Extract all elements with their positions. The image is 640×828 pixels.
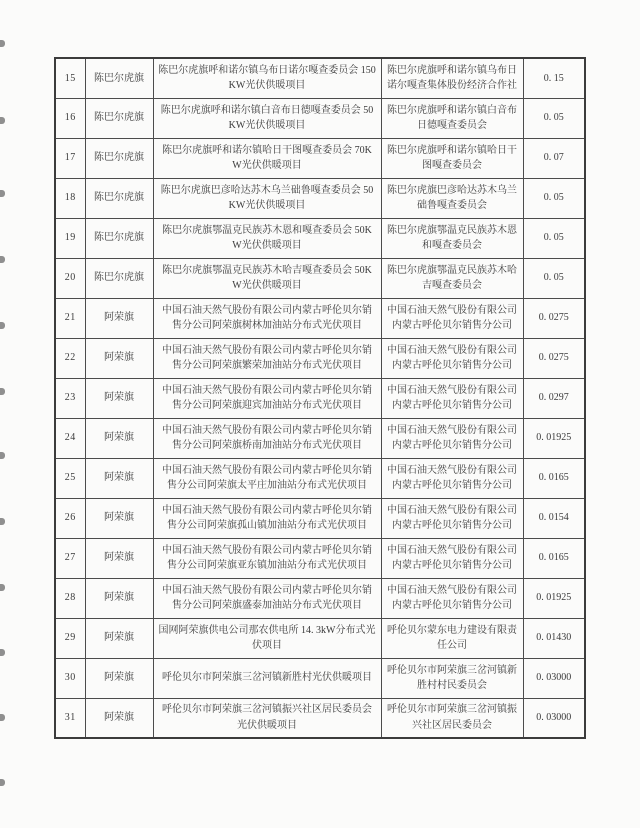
company-name-cell: 中国石油天然气股份有限公司内蒙古呼伦贝尔销售分公司 (381, 338, 523, 378)
scan-smudge (0, 40, 5, 47)
value-cell: 0. 05 (523, 258, 585, 298)
row-number-cell: 27 (55, 538, 85, 578)
company-name-cell: 呼伦贝尔市阿荣旗三岔河镇新胜村村民委员会 (381, 658, 523, 698)
table-row (55, 658, 585, 698)
project-name-cell: 呼伦贝尔市阿荣旗三岔河镇振兴社区居民委员会光伏供暖项目 (153, 698, 381, 738)
project-name-cell: 中国石油天然气股份有限公司内蒙古呼伦贝尔销售分公司阿荣旗盛泰加油站分布式光伏项目 (153, 578, 381, 618)
value-cell: 0. 05 (523, 178, 585, 218)
company-name-cell: 陈巴尔虎旗呼和诺尔镇哈日干图嘎查委员会 (381, 138, 523, 178)
project-name-cell: 呼伦贝尔市阿荣旗三岔河镇新胜村光伏供暖项目 (153, 658, 381, 698)
banner-cell: 阿荣旗 (85, 618, 153, 658)
scan-smudge (0, 117, 5, 124)
table-row (55, 418, 585, 458)
table-row (55, 58, 585, 98)
scan-smudge (0, 322, 5, 329)
project-name-cell: 中国石油天然气股份有限公司内蒙古呼伦贝尔销售分公司阿荣旗迎宾加油站分布式光伏项目 (153, 378, 381, 418)
company-name-cell: 中国石油天然气股份有限公司内蒙古呼伦贝尔销售分公司 (381, 578, 523, 618)
banner-cell: 陈巴尔虎旗 (85, 98, 153, 138)
company-name-cell: 陈巴尔虎旗呼和诺尔镇乌布日诺尔嘎查集体股份经济合作社 (381, 58, 523, 98)
scan-smudge (0, 714, 5, 721)
project-table (54, 57, 586, 739)
scan-smudge (0, 649, 5, 656)
row-number-cell: 26 (55, 498, 85, 538)
row-number-cell: 28 (55, 578, 85, 618)
project-name-cell: 陈巴尔虎旗鄂温克民族苏木恩和嘎查委员会 50KW光伏供暖项目 (153, 218, 381, 258)
table-row (55, 258, 585, 298)
value-cell: 0. 0165 (523, 538, 585, 578)
scan-smudge (0, 452, 5, 459)
row-number-cell: 31 (55, 698, 85, 738)
scan-smudge (0, 388, 5, 395)
value-cell: 0. 15 (523, 58, 585, 98)
table-row (55, 298, 585, 338)
table-row (55, 218, 585, 258)
company-name-cell: 中国石油天然气股份有限公司内蒙古呼伦贝尔销售分公司 (381, 458, 523, 498)
table-row (55, 578, 585, 618)
row-number-cell: 19 (55, 218, 85, 258)
project-name-cell: 陈巴尔虎旗鄂温克民族苏木哈吉嘎查委员会 50KW光伏供暖项目 (153, 258, 381, 298)
value-cell: 0. 03000 (523, 698, 585, 738)
banner-cell: 阿荣旗 (85, 578, 153, 618)
row-number-cell: 15 (55, 58, 85, 98)
table-row (55, 458, 585, 498)
banner-cell: 阿荣旗 (85, 698, 153, 738)
company-name-cell: 中国石油天然气股份有限公司内蒙古呼伦贝尔销售分公司 (381, 418, 523, 458)
scan-smudge (0, 256, 5, 263)
banner-cell: 陈巴尔虎旗 (85, 138, 153, 178)
project-name-cell: 中国石油天然气股份有限公司内蒙古呼伦贝尔销售分公司阿荣旗桥南加油站分布式光伏项目 (153, 418, 381, 458)
banner-cell: 陈巴尔虎旗 (85, 178, 153, 218)
company-name-cell: 陈巴尔虎旗呼和诺尔镇白音布日德嘎查委员会 (381, 98, 523, 138)
scan-smudge (0, 518, 5, 525)
row-number-cell: 17 (55, 138, 85, 178)
table-body (55, 58, 585, 738)
banner-cell: 阿荣旗 (85, 418, 153, 458)
banner-cell: 陈巴尔虎旗 (85, 258, 153, 298)
row-number-cell: 30 (55, 658, 85, 698)
value-cell: 0. 03000 (523, 658, 585, 698)
value-cell: 0. 01430 (523, 618, 585, 658)
company-name-cell: 中国石油天然气股份有限公司内蒙古呼伦贝尔销售分公司 (381, 538, 523, 578)
project-name-cell: 中国石油天然气股份有限公司内蒙古呼伦贝尔销售分公司阿荣旗太平庄加油站分布式光伏项目 (153, 458, 381, 498)
table-row (55, 338, 585, 378)
project-name-cell: 陈巴尔虎旗呼和诺尔镇乌布日诺尔嘎查委员会 150KW光伏供暖项目 (153, 58, 381, 98)
value-cell: 0. 0275 (523, 338, 585, 378)
row-number-cell: 24 (55, 418, 85, 458)
row-number-cell: 16 (55, 98, 85, 138)
banner-cell: 阿荣旗 (85, 458, 153, 498)
scan-smudge (0, 584, 5, 591)
table-row (55, 178, 585, 218)
value-cell: 0. 0165 (523, 458, 585, 498)
scan-smudge (0, 190, 5, 197)
company-name-cell: 中国石油天然气股份有限公司内蒙古呼伦贝尔销售分公司 (381, 378, 523, 418)
project-name-cell: 陈巴尔虎旗巴彦哈达苏木乌兰础鲁嘎查委员会 50KW光伏供暖项目 (153, 178, 381, 218)
table-row (55, 378, 585, 418)
banner-cell: 陈巴尔虎旗 (85, 58, 153, 98)
banner-cell: 阿荣旗 (85, 498, 153, 538)
value-cell: 0. 05 (523, 218, 585, 258)
row-number-cell: 18 (55, 178, 85, 218)
row-number-cell: 23 (55, 378, 85, 418)
row-number-cell: 22 (55, 338, 85, 378)
table-row (55, 138, 585, 178)
table-row (55, 498, 585, 538)
company-name-cell: 中国石油天然气股份有限公司内蒙古呼伦贝尔销售分公司 (381, 298, 523, 338)
value-cell: 0. 0275 (523, 298, 585, 338)
table-row (55, 98, 585, 138)
table-row (55, 698, 585, 738)
row-number-cell: 25 (55, 458, 85, 498)
value-cell: 0. 0154 (523, 498, 585, 538)
value-cell: 0. 0297 (523, 378, 585, 418)
table-row (55, 618, 585, 658)
project-name-cell: 中国石油天然气股份有限公司内蒙古呼伦贝尔销售分公司阿荣旗孤山镇加油站分布式光伏项目 (153, 498, 381, 538)
banner-cell: 阿荣旗 (85, 298, 153, 338)
project-name-cell: 国网阿荣旗供电公司那农供电所 14. 3kW分布式光伏项目 (153, 618, 381, 658)
project-name-cell: 陈巴尔虎旗呼和诺尔镇白音布日德嘎查委员会 50KW光伏供暖项目 (153, 98, 381, 138)
value-cell: 0. 01925 (523, 578, 585, 618)
company-name-cell: 陈巴尔虎旗巴彦哈达苏木乌兰础鲁嘎查委员会 (381, 178, 523, 218)
banner-cell: 阿荣旗 (85, 538, 153, 578)
banner-cell: 陈巴尔虎旗 (85, 218, 153, 258)
project-name-cell: 中国石油天然气股份有限公司内蒙古呼伦贝尔销售分公司阿荣旗树林加油站分布式光伏项目 (153, 298, 381, 338)
value-cell: 0. 05 (523, 98, 585, 138)
banner-cell: 阿荣旗 (85, 338, 153, 378)
value-cell: 0. 01925 (523, 418, 585, 458)
table-row (55, 538, 585, 578)
project-name-cell: 中国石油天然气股份有限公司内蒙古呼伦贝尔销售分公司阿荣旗繁荣加油站分布式光伏项目 (153, 338, 381, 378)
value-cell: 0. 07 (523, 138, 585, 178)
company-name-cell: 呼伦贝尔市阿荣旗三岔河镇振兴社区居民委员会 (381, 698, 523, 738)
project-name-cell: 中国石油天然气股份有限公司内蒙古呼伦贝尔销售分公司阿荣旗亚东镇加油站分布式光伏项目 (153, 538, 381, 578)
company-name-cell: 呼伦贝尔蒙东电力建设有限责任公司 (381, 618, 523, 658)
company-name-cell: 陈巴尔虎旗鄂温克民族苏木哈吉嘎查委员会 (381, 258, 523, 298)
project-name-cell: 陈巴尔虎旗呼和诺尔镇哈日干图嘎查委员会 70KW光伏供暖项目 (153, 138, 381, 178)
banner-cell: 阿荣旗 (85, 378, 153, 418)
banner-cell: 阿荣旗 (85, 658, 153, 698)
row-number-cell: 29 (55, 618, 85, 658)
company-name-cell: 中国石油天然气股份有限公司内蒙古呼伦贝尔销售分公司 (381, 498, 523, 538)
row-number-cell: 20 (55, 258, 85, 298)
scan-smudge (0, 779, 5, 786)
row-number-cell: 21 (55, 298, 85, 338)
company-name-cell: 陈巴尔虎旗鄂温克民族苏木恩和嘎查委员会 (381, 218, 523, 258)
